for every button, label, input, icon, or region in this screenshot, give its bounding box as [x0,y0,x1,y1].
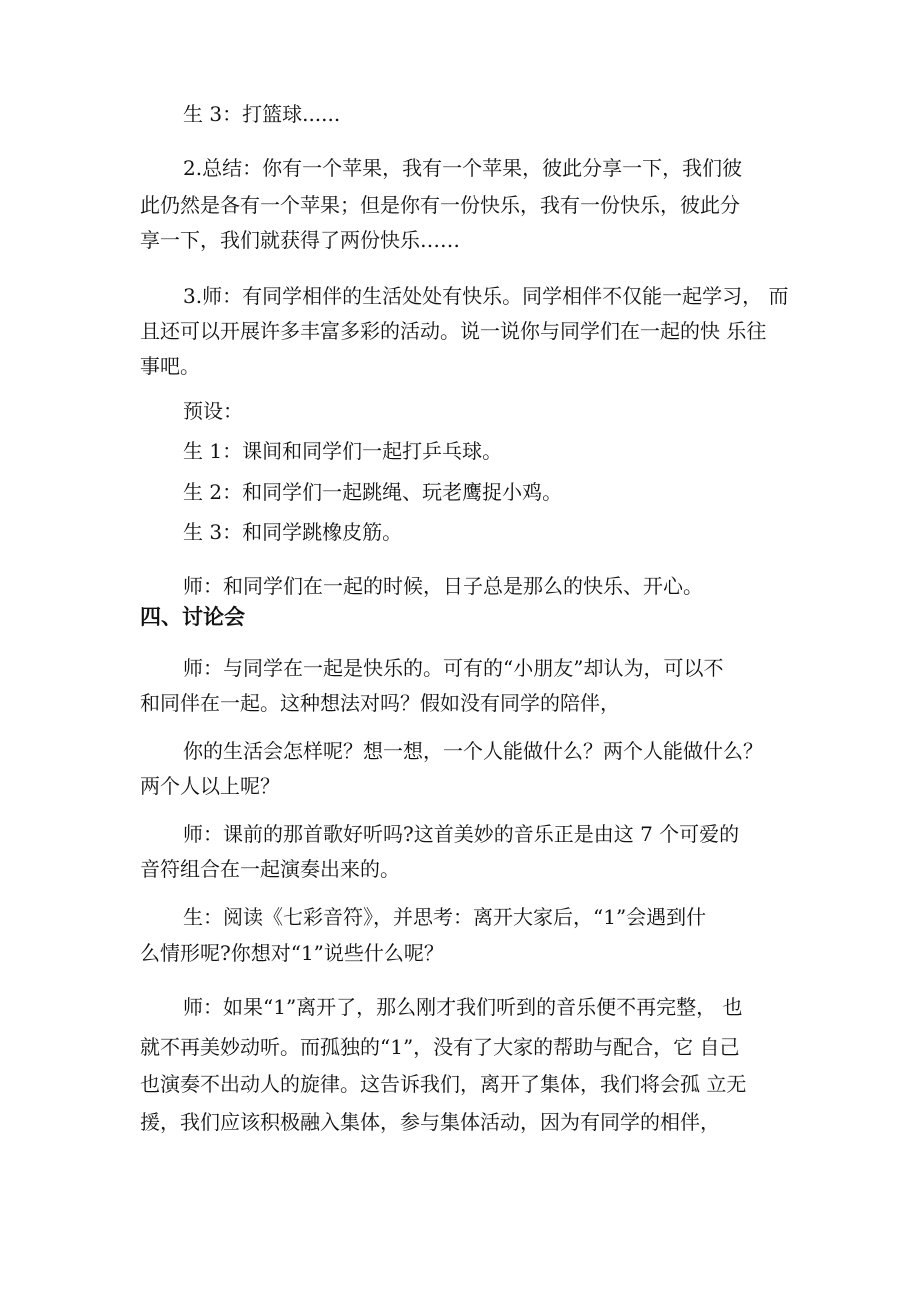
paragraph-line: 事吧。 [140,354,200,378]
paragraph-line: 生 3：打篮球...... [183,102,341,126]
paragraph-line: 师：与同学在一起是快乐的。可有的“小朋友”却认为，可以不 [183,656,724,680]
paragraph-line: 生：阅读《七彩音符》，并思考：离开大家后，“1”会遇到什 [183,905,707,929]
paragraph-line: 两个人以上呢？ [140,774,280,798]
paragraph-line: 享一下，我们就获得了两份快乐…… [140,228,460,252]
paragraph-line: 和同伴在一起。这种想法对吗？假如没有同学的陪伴， [140,691,620,715]
paragraph-line: 生 1：课间和同学们一起打乒乓球。 [183,439,503,463]
paragraph-line: 3.师：有同学相伴的生活处处有快乐。同学相伴不仅能一起学习， 而 [183,284,789,308]
paragraph-line: 此仍然是各有一个苹果；但是你有一份快乐，我有一份快乐，彼此分 [140,193,740,217]
paragraph-line: 生 3：和同学跳橡皮筋。 [183,520,403,544]
paragraph-line: 就不再美妙动听。而孤独的“1”，没有了大家的帮助与配合，它 自己 [140,1035,740,1059]
paragraph-line: 师：和同学们在一起的时候，日子总是那么的快乐、开心。 [183,574,703,598]
paragraph-line: 且还可以开展许多丰富多彩的活动。说一说你与同学们在一起的快 乐往 [140,319,767,343]
paragraph-line: 师：课前的那首歌好听吗?这首美妙的音乐正是由这 7 个可爱的 [183,822,740,846]
paragraph-line: 你的生活会怎样呢？想一想，一个人能做什么？两个人能做什么？ [183,739,763,763]
paragraph-line: 也演奏不出动人的旋律。这告诉我们，离开了集体，我们将会孤 立无 [140,1072,747,1096]
paragraph-line: 预设： [183,399,243,423]
paragraph-line: 么情形呢?你想对“1”说些什么呢？ [140,941,444,965]
section-heading: 四、讨论会 [140,605,245,629]
paragraph-line: 师：如果“1”离开了，那么刚才我们听到的音乐便不再完整， 也 [183,995,743,1019]
paragraph-line: 生 2：和同学们一起跳绳、玩老鹰捉小鸡。 [183,480,563,504]
paragraph-line: 音符组合在一起演奏出来的。 [140,857,400,881]
paragraph-line: 2.总结：你有一个苹果，我有一个苹果，彼此分享一下，我们彼 [183,156,743,180]
paragraph-line: 援，我们应该积极融入集体，参与集体活动，因为有同学的相伴， [140,1110,720,1134]
